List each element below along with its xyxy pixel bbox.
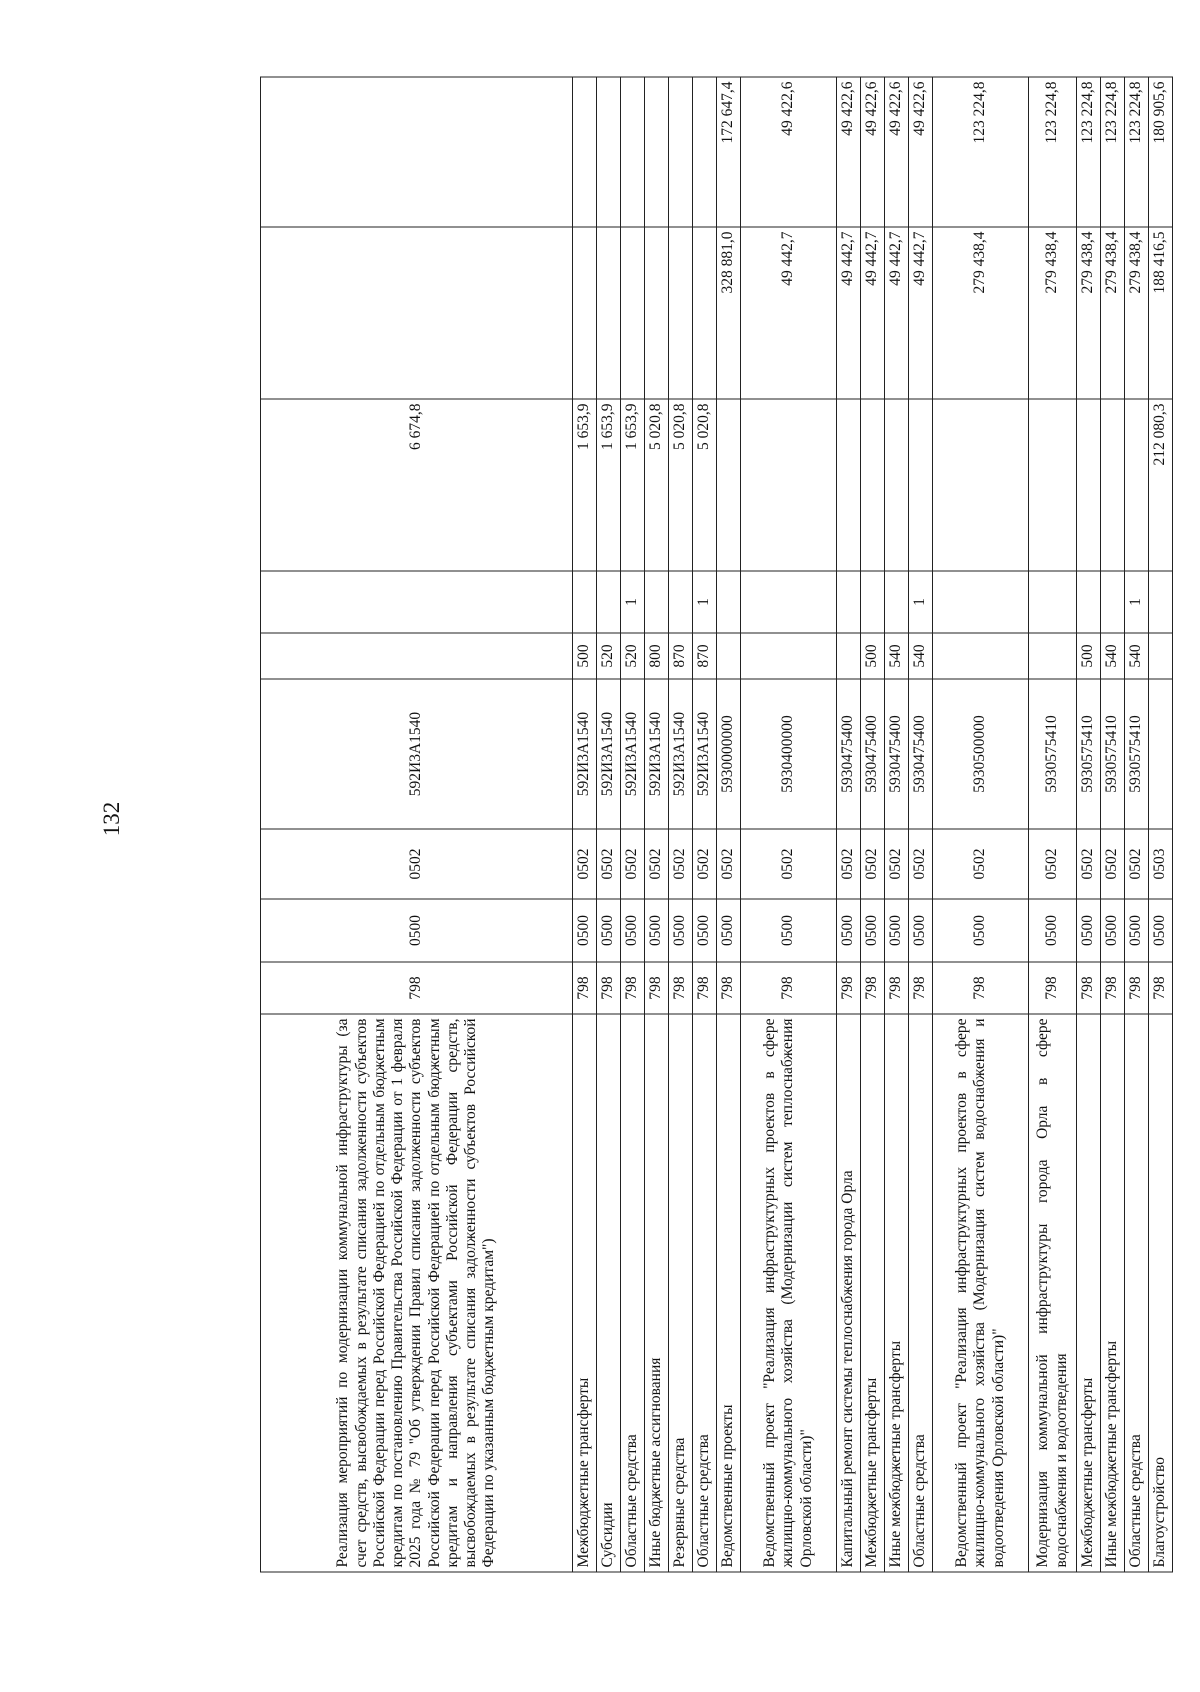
amount-col-2: 49 442,7 — [837, 227, 861, 399]
subsection-code: 0502 — [933, 829, 1029, 899]
section-code: 0500 — [741, 899, 837, 962]
funding-flag — [1029, 571, 1077, 633]
expense-type-code — [261, 633, 573, 679]
section-code: 0500 — [1101, 899, 1125, 962]
section-code: 0500 — [1125, 899, 1149, 962]
amount-col-3 — [261, 77, 573, 227]
amount-col-2 — [669, 227, 693, 399]
page-number: 132 — [99, 801, 124, 837]
row-name: Иные межбюджетные трансферты — [885, 1014, 909, 1572]
target-article-code — [1149, 679, 1173, 829]
table-row — [837, 77, 861, 1572]
amount-col-1 — [933, 399, 1029, 571]
row-name: Модернизация коммунальной инфраструктуры города Орла в сфере водоснабжения и водоотведения — [1029, 1014, 1077, 1572]
table-row — [645, 77, 669, 1572]
expense-type-code: 540 — [1101, 633, 1125, 679]
expense-type-code — [741, 633, 837, 679]
row-name: Реализация мероприятий по модернизации коммунальной инфраструктуры (за счет средств, высвобождаемых в результате списания задолженности субъектов Российской Федерации перед Российской Федерацией по отдельным бюджетным кредитам по постановлению Правительства Российской Федерации от 1 февраля 2025 года № 79 "Об утверждении Правил списания задолженности субъектов Российской Федерации перед Российской Федерацией по отдельным бюджетным кредитам и направления субъектами Российской Федерации средств, высвобождаемых в результате списания задолженности субъектов Российской Федерации по указанным бюджетным кредитам") — [261, 1014, 573, 1572]
table-row — [741, 77, 837, 1572]
funding-flag — [261, 571, 573, 633]
target-article-code: 5930475400 — [909, 679, 933, 829]
subsection-code: 0502 — [741, 829, 837, 899]
target-article-code: 592И3А1540 — [261, 679, 573, 829]
amount-col-1 — [717, 399, 741, 571]
amount-col-2 — [621, 227, 645, 399]
section-code: 0500 — [861, 899, 885, 962]
funding-flag — [861, 571, 885, 633]
target-article-code: 5930475400 — [885, 679, 909, 829]
section-code: 0500 — [261, 899, 573, 962]
row-name: Областные средства — [621, 1014, 645, 1572]
funding-flag — [933, 571, 1029, 633]
amount-col-3 — [597, 77, 621, 227]
amount-col-2: 49 442,7 — [909, 227, 933, 399]
funding-flag — [597, 571, 621, 633]
section-code: 0500 — [1077, 899, 1101, 962]
funding-flag: 1 — [1125, 571, 1149, 633]
table-row — [1101, 77, 1125, 1572]
amount-col-1 — [1101, 399, 1125, 571]
amount-col-2: 49 442,7 — [741, 227, 837, 399]
ved-code: 798 — [597, 962, 621, 1014]
section-code: 0500 — [933, 899, 1029, 962]
expense-type-code: 870 — [693, 633, 717, 679]
amount-col-2: 49 442,7 — [885, 227, 909, 399]
funding-flag — [1101, 571, 1125, 633]
amount-col-2 — [645, 227, 669, 399]
table-row — [261, 77, 573, 1572]
subsection-code: 0502 — [1101, 829, 1125, 899]
subsection-code: 0502 — [261, 829, 573, 899]
subsection-code: 0502 — [621, 829, 645, 899]
amount-col-1 — [1077, 399, 1101, 571]
section-code: 0500 — [717, 899, 741, 962]
subsection-code: 0502 — [645, 829, 669, 899]
target-article-code: 592И3А1540 — [645, 679, 669, 829]
amount-col-1: 1 653,9 — [597, 399, 621, 571]
subsection-code: 0502 — [669, 829, 693, 899]
row-name: Ведомственные проекты — [717, 1014, 741, 1572]
budget-table — [260, 77, 1173, 1573]
table-row — [909, 77, 933, 1572]
row-name: Межбюджетные трансферты — [573, 1014, 597, 1572]
amount-col-3 — [621, 77, 645, 227]
table-row — [885, 77, 909, 1572]
target-article-code: 5930475400 — [861, 679, 885, 829]
expense-type-code: 800 — [645, 633, 669, 679]
expense-type-code: 870 — [669, 633, 693, 679]
section-code: 0500 — [1149, 899, 1173, 962]
funding-flag — [1149, 571, 1173, 633]
amount-col-2: 328 881,0 — [717, 227, 741, 399]
target-article-code: 592И3А1540 — [669, 679, 693, 829]
amount-col-1 — [837, 399, 861, 571]
table-row — [717, 77, 741, 1572]
section-code: 0500 — [1029, 899, 1077, 962]
amount-col-3 — [669, 77, 693, 227]
row-name: Областные средства — [693, 1014, 717, 1572]
subsection-code: 0502 — [693, 829, 717, 899]
target-article-code: 5930575410 — [1029, 679, 1077, 829]
ved-code: 798 — [909, 962, 933, 1014]
amount-col-2 — [573, 227, 597, 399]
ved-code: 798 — [1101, 962, 1125, 1014]
table-row — [1125, 77, 1149, 1572]
amount-col-3: 123 224,8 — [1125, 77, 1149, 227]
ved-code: 798 — [573, 962, 597, 1014]
table-row — [1029, 77, 1077, 1572]
ved-code: 798 — [1077, 962, 1101, 1014]
subsection-code: 0502 — [717, 829, 741, 899]
amount-col-2: 279 438,4 — [1125, 227, 1149, 399]
target-article-code: 5930575410 — [1077, 679, 1101, 829]
subsection-code: 0502 — [837, 829, 861, 899]
target-article-code: 5930575410 — [1125, 679, 1149, 829]
amount-col-2: 188 416,5 — [1149, 227, 1173, 399]
ved-code: 798 — [1149, 962, 1173, 1014]
expense-type-code — [933, 633, 1029, 679]
funding-flag — [1077, 571, 1101, 633]
row-name: Иные бюджетные ассигнования — [645, 1014, 669, 1572]
amount-col-1 — [861, 399, 885, 571]
funding-flag — [837, 571, 861, 633]
amount-col-3 — [645, 77, 669, 227]
ved-code: 798 — [621, 962, 645, 1014]
section-code: 0500 — [885, 899, 909, 962]
subsection-code: 0502 — [909, 829, 933, 899]
amount-col-1: 5 020,8 — [669, 399, 693, 571]
funding-flag — [573, 571, 597, 633]
ved-code: 798 — [1125, 962, 1149, 1014]
amount-col-1: 212 080,3 — [1149, 399, 1173, 571]
section-code: 0500 — [693, 899, 717, 962]
target-article-code: 592И3А1540 — [597, 679, 621, 829]
row-name: Межбюджетные трансферты — [861, 1014, 885, 1572]
row-name: Резервные средства — [669, 1014, 693, 1572]
section-code: 0500 — [645, 899, 669, 962]
amount-col-3: 49 422,6 — [837, 77, 861, 227]
amount-col-2 — [261, 227, 573, 399]
amount-col-2: 279 438,4 — [1029, 227, 1077, 399]
amount-col-1 — [1029, 399, 1077, 571]
subsection-code: 0502 — [1125, 829, 1149, 899]
table-row — [597, 77, 621, 1572]
amount-col-2 — [693, 227, 717, 399]
amount-col-3: 49 422,6 — [861, 77, 885, 227]
funding-flag — [669, 571, 693, 633]
table-row — [669, 77, 693, 1572]
subsection-code: 0502 — [861, 829, 885, 899]
row-name: Капитальный ремонт системы теплоснабжения города Орла — [837, 1014, 861, 1572]
expense-type-code: 500 — [861, 633, 885, 679]
section-code: 0500 — [621, 899, 645, 962]
ved-code: 798 — [669, 962, 693, 1014]
target-article-code: 5930475400 — [837, 679, 861, 829]
ved-code: 798 — [717, 962, 741, 1014]
expense-type-code — [1149, 633, 1173, 679]
subsection-code: 0502 — [597, 829, 621, 899]
amount-col-1 — [909, 399, 933, 571]
section-code: 0500 — [597, 899, 621, 962]
amount-col-2: 279 438,4 — [1077, 227, 1101, 399]
ved-code: 798 — [261, 962, 573, 1014]
ved-code: 798 — [837, 962, 861, 1014]
expense-type-code: 540 — [909, 633, 933, 679]
ved-code: 798 — [645, 962, 669, 1014]
amount-col-3: 123 224,8 — [1101, 77, 1125, 227]
row-name: Межбюджетные трансферты — [1077, 1014, 1101, 1572]
table-row — [861, 77, 885, 1572]
ved-code: 798 — [885, 962, 909, 1014]
table-row — [1077, 77, 1101, 1572]
table-row — [573, 77, 597, 1572]
funding-flag — [717, 571, 741, 633]
target-article-code: 5930400000 — [741, 679, 837, 829]
funding-flag: 1 — [693, 571, 717, 633]
funding-flag: 1 — [909, 571, 933, 633]
amount-col-1: 5 020,8 — [645, 399, 669, 571]
expense-type-code — [717, 633, 741, 679]
amount-col-3: 49 422,6 — [885, 77, 909, 227]
table-row — [693, 77, 717, 1572]
amount-col-3 — [573, 77, 597, 227]
row-name: Областные средства — [1125, 1014, 1149, 1572]
subsection-code: 0502 — [1077, 829, 1101, 899]
target-article-code: 592И3А1540 — [573, 679, 597, 829]
funding-flag — [885, 571, 909, 633]
row-name: Субсидии — [597, 1014, 621, 1572]
amount-col-1 — [1125, 399, 1149, 571]
amount-col-1: 6 674,8 — [261, 399, 573, 571]
amount-col-1 — [885, 399, 909, 571]
amount-col-1: 1 653,9 — [573, 399, 597, 571]
row-name: Областные средства — [909, 1014, 933, 1572]
ved-code: 798 — [861, 962, 885, 1014]
funding-flag: 1 — [621, 571, 645, 633]
expense-type-code: 540 — [1125, 633, 1149, 679]
section-code: 0500 — [909, 899, 933, 962]
section-code: 0500 — [837, 899, 861, 962]
funding-flag — [741, 571, 837, 633]
amount-col-1: 5 020,8 — [693, 399, 717, 571]
row-name: Ведомственный проект "Реализация инфраструктурных проектов в сфере жилищно-коммунального хозяйства (Модернизации систем теплоснабжения Орловской области)" — [741, 1014, 837, 1572]
amount-col-3: 123 224,8 — [1029, 77, 1077, 227]
subsection-code: 0502 — [1029, 829, 1077, 899]
target-article-code: 5930575410 — [1101, 679, 1125, 829]
ved-code: 798 — [693, 962, 717, 1014]
target-article-code: 5930000000 — [717, 679, 741, 829]
target-article-code: 5930500000 — [933, 679, 1029, 829]
amount-col-3: 180 905,6 — [1149, 77, 1173, 227]
target-article-code: 592И3А1540 — [693, 679, 717, 829]
row-name: Иные межбюджетные трансферты — [1101, 1014, 1125, 1572]
row-name: Благоустройство — [1149, 1014, 1173, 1572]
subsection-code: 0503 — [1149, 829, 1173, 899]
amount-col-3: 49 422,6 — [741, 77, 837, 227]
amount-col-2 — [597, 227, 621, 399]
subsection-code: 0502 — [573, 829, 597, 899]
amount-col-3: 49 422,6 — [909, 77, 933, 227]
amount-col-2: 49 442,7 — [861, 227, 885, 399]
ved-code: 798 — [741, 962, 837, 1014]
section-code: 0500 — [573, 899, 597, 962]
budget-table-container — [260, 78, 1169, 1573]
amount-col-1: 1 653,9 — [621, 399, 645, 571]
amount-col-3: 123 224,8 — [933, 77, 1029, 227]
expense-type-code: 500 — [573, 633, 597, 679]
expense-type-code — [1029, 633, 1077, 679]
ved-code: 798 — [1029, 962, 1077, 1014]
ved-code: 798 — [933, 962, 1029, 1014]
expense-type-code — [837, 633, 861, 679]
section-code: 0500 — [669, 899, 693, 962]
table-row — [933, 77, 1029, 1572]
expense-type-code: 520 — [597, 633, 621, 679]
amount-col-2: 279 438,4 — [1101, 227, 1125, 399]
amount-col-3: 172 647,4 — [717, 77, 741, 227]
expense-type-code: 500 — [1077, 633, 1101, 679]
expense-type-code: 520 — [621, 633, 645, 679]
amount-col-2: 279 438,4 — [933, 227, 1029, 399]
amount-col-3: 123 224,8 — [1077, 77, 1101, 227]
target-article-code: 592И3А1540 — [621, 679, 645, 829]
amount-col-1 — [741, 399, 837, 571]
subsection-code: 0502 — [885, 829, 909, 899]
table-row — [621, 77, 645, 1572]
amount-col-3 — [693, 77, 717, 227]
funding-flag — [645, 571, 669, 633]
table-row — [1149, 77, 1173, 1572]
row-name: Ведомственный проект "Реализация инфраструктурных проектов в сфере жилищно-коммунального хозяйства (Модернизация систем водоснабжения и водоотведения Орловской области)" — [933, 1014, 1029, 1572]
expense-type-code: 540 — [885, 633, 909, 679]
